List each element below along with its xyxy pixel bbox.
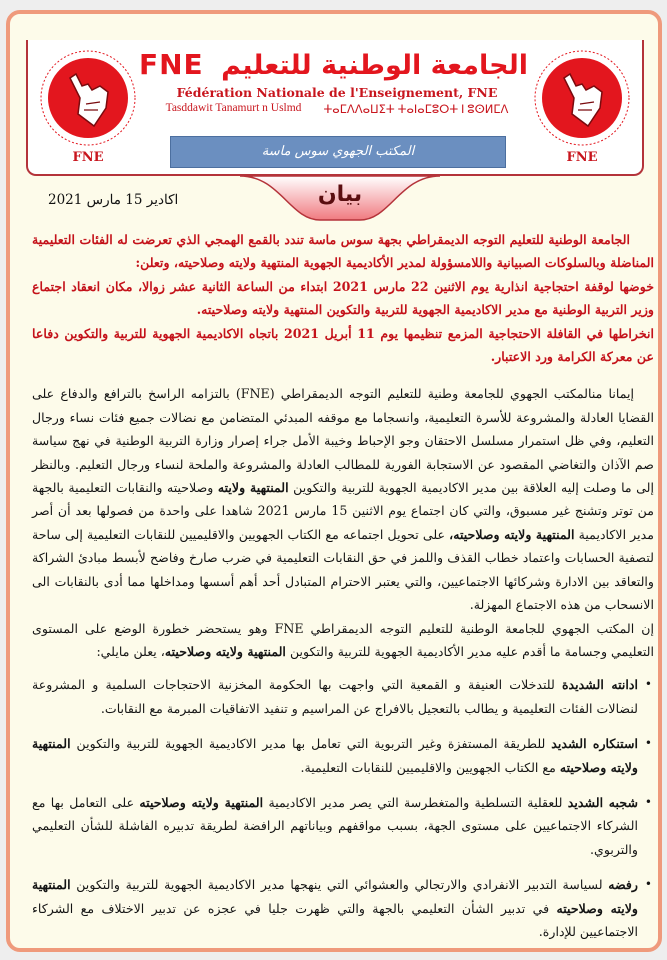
emphasis-run: المنتهية ولايته وصلاحيته bbox=[32, 877, 638, 916]
emphasis-run: المنتهية ولايته وصلاحيته bbox=[32, 736, 638, 775]
demands-list bbox=[32, 673, 654, 943]
statement-date: اكادير 15 مارس 2021 bbox=[48, 192, 179, 208]
org-name-amazigh bbox=[146, 102, 528, 116]
item-lead: ادانته الشديدة bbox=[561, 677, 638, 693]
org-acronym: FNE bbox=[138, 48, 204, 81]
raised-fist-icon bbox=[38, 48, 138, 148]
fne-logo-left bbox=[38, 48, 138, 168]
text-run: إن المكتب الجهوي للجامعة الوطنية للتعليم التوجه الديمقراطي FNE وهو يستحضر خطورة الوضع على المستوى التعليمي وجسامة ما أقدم عليه مدير الأكاديمية الجهوية للتربية والتكوين bbox=[32, 620, 654, 659]
text-run: على تحويل اجتماعه مع الكتاب الجهويين والاقليميين للنقابات التعليمية إلى ساحة لتصفية الحسابات واعتماد خطاب القذف واللمز في حق النقابات التعليمية في ضرب صارخ وفاضح لأبسط مبادئ الشراكة والتعاقد بين الادارة وشركائها الاجتماعيين، والتي يعتبر الاحترام المتبادل أحد أهم أسسها ومداخلها مما أدى بالنقابات الى الانسحاب من هذه الاجتماع المهزلة. bbox=[32, 526, 654, 613]
emphasis-run: المنتهية ولايته وصلاحيته، bbox=[449, 526, 575, 542]
item-text: مع الكتاب الجهويين والاقليميين للنقابات التعليمية. bbox=[300, 759, 560, 775]
headline-item-protest: خوضها لوقفة احتجاجية انذارية يوم الاثنين 22 مارس 2021 ابتداء من الساعة الثانية عشر زوالا، مكان انعقاد اجتماع وزير التربية الوطنية مع مدير الاكاديمية الجهوية للتربية والتكوين المنتهية ولايته وصلاحيته. bbox=[32, 278, 654, 318]
item-text: للتدخلات العنيفة و القمعية التي واجهت بها الحكومة المخزنية الاحتجاجات السلمية و المشروعة لنضالات الفئات التعليمية و يطالب بالتعجيل بالافراج عن المراسيم و تنفيد الاتفاقيات المبرمة مع النقابات. bbox=[32, 677, 638, 716]
logo-label: FNE bbox=[566, 150, 598, 165]
paragraph-declaration bbox=[32, 617, 654, 664]
list-item bbox=[32, 791, 654, 861]
fne-logo-right bbox=[532, 48, 632, 168]
item-text: للطريقة المستفزة وغير التربوية التي تعامل بها مدير الاكاديمية الجهوية للتربية والتكوين bbox=[70, 736, 552, 752]
org-title bbox=[138, 48, 528, 81]
list-item bbox=[32, 732, 654, 779]
paragraph-context bbox=[32, 382, 654, 616]
item-lead: استنكاره الشديد bbox=[551, 736, 638, 752]
statement-title-tab bbox=[240, 176, 440, 222]
headline-intro: الجامعة الوطنية للتعليم التوجه الديمقراطي بجهة سوس ماسة تندد بالقمع الهمجي الذي تعرضت له الفئات التعليمية المناضلة وبالسلوكات الصبيانية واللامسؤولة لمدير الأكاديمية الجهوية المنتهية ولايته وصلاحيته، وتعلن: bbox=[32, 232, 654, 271]
item-text: في تدبير الشأن التعليمي بالجهة والتي ظهرت جليا في عجزه عن تدبير الاختلاف مع الشركاء الاجتماعيين للإدارة. bbox=[32, 900, 638, 939]
statement-title: بيان bbox=[317, 182, 363, 207]
statement-document bbox=[6, 10, 662, 952]
emphasis-run: المنتهية ولايته وصلاحيته bbox=[164, 643, 286, 659]
org-name-french: Fédération Nationale de l'Enseignement, FNE bbox=[176, 85, 498, 100]
text-run: إيمانا منالمكتب الجهوي للجامعة وطنية للتعليم التوجه الديمقراطي (FNE) بالتزامه الراسخ بالترافع والدفاع على القضايا العادلة والمشروعة للأسرة التعليمية، وانسجاما مع موقفه المبدئي المتضامن مع نضالات جميع فئات نساء ورجال التعليم، وفي ظل استمرار مسلسل الاحتقان وجو الإحباط وخيبة الأمل جراء إصرار وزارة التربية الوطنية في نهج سياسة صم الآذان والتغاضي المقصود عن الاستجابة الفورية للمطالب العادلة والمشروعة والملحة لنساء ورجال التعليم. وبالنظر إلى ما وصلت إليه العلاقة بين مدير الاكاديمية الجهوية للتربية والتكوين bbox=[32, 386, 654, 496]
list-item bbox=[32, 873, 654, 943]
item-text: لسياسة التدبير الانفرادي والارتجالي والعشوائي التي ينهجها مدير الاكاديمية الجهوية للتربية والتكوين bbox=[70, 877, 609, 893]
org-name-arabic: الجامعة الوطنية للتعليم bbox=[221, 50, 528, 81]
raised-fist-icon bbox=[532, 48, 632, 148]
org-name-tifinagh: ⵜⴰⵎⴷⴷⴰⵡⵉⵜ ⵜⴰⵏⴰⵎⵓⵔⵜ ⵏ ⵓⵙⵍⵎⴷ bbox=[323, 104, 509, 116]
regional-office-bar: المكتب الجهوي سوس ماسة bbox=[170, 136, 506, 168]
item-lead: رفضه bbox=[608, 877, 638, 893]
org-name-amazigh-latin: Tasddawit Tanamurt n Uslmd bbox=[165, 102, 302, 114]
emphasis-run: المنتهية ولايته bbox=[217, 480, 289, 496]
list-item bbox=[32, 673, 654, 720]
statement-body bbox=[32, 228, 654, 955]
text-run: ، يعلن مايلي: bbox=[96, 643, 165, 659]
text-run: وصلاحيته والنقابات التعليمية بالجهة من توتر وتشنج غير مسبوق، والتي كان اجتماع يوم الاثنين 15 مارس 2021 شاهدا على واحدة من فصولها بعد أن أصر مدير الاكاديمية bbox=[32, 480, 655, 542]
letterhead bbox=[26, 40, 644, 176]
item-text: للعقلية التسلطية والمتغطرسة التي يصر مدير الاكاديمية bbox=[263, 794, 568, 810]
emphasis-run: المنتهية ولايته وصلاحيته bbox=[139, 794, 264, 810]
headline-item-caravan: انخراطها في القافلة الاحتجاجية المزمع تنظيمها يوم 11 أبريل 2021 باتجاه الاكاديمية الجهوية للتربية والتكوين دفاعا عن معركة الكرامة ورد الاعتبار. bbox=[32, 325, 655, 365]
item-lead: شجبه الشديد bbox=[567, 794, 639, 810]
item-text: على التعامل بها مع الشركاء الاجتماعيين على مستوى الجهة، بسبب مواقفهم وبياناتهم الرافضة لطريقة تدبيره الفاشلة للشأن التعليمي والتربوي. bbox=[32, 794, 638, 857]
logo-label: FNE bbox=[72, 150, 104, 165]
headline-block bbox=[32, 228, 654, 368]
